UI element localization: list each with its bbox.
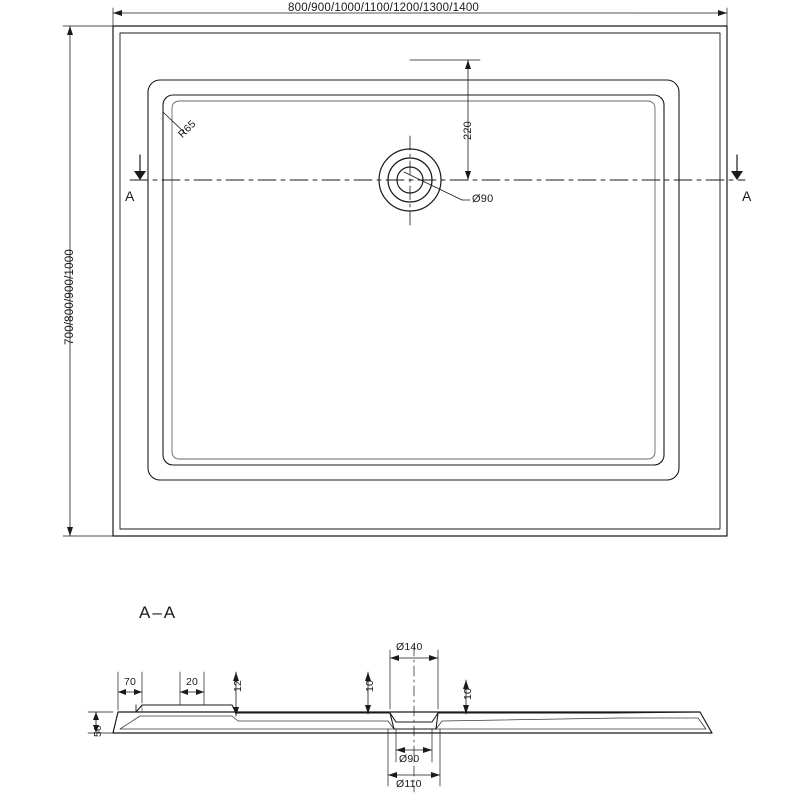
tray-basin-outer [148,80,679,480]
section-marker-right: A [742,188,752,204]
dim-arrow-90-right [423,747,432,753]
dim-arrow-220-top [465,60,471,69]
dim-50-label: 50 [92,724,104,737]
dim-arrow-140-right [429,655,438,661]
dim-arrow-220-bottom [465,171,471,180]
dim-70-label: 70 [124,676,137,688]
drain-offset-label: 220 [462,121,474,140]
dim-arrow-70-right [134,689,142,695]
dim-arrow-140-left [390,655,399,661]
tray-outer-outline [113,26,727,536]
section-arrow-right [731,171,743,180]
dia-140-label: Ø140 [396,641,423,653]
dim-12-label: 12 [232,679,244,692]
left-dimension-label: 700/800/900/1000 [64,249,76,345]
dim-arrow-20-left [180,689,188,695]
dia-110-label: Ø110 [396,778,422,790]
dim-arrow-110-right [431,772,440,778]
section-arrow-left [134,171,146,180]
tray-rim-inner-outline [120,33,720,529]
dim-10-right-label: 10 [462,687,474,700]
drain-diameter-top-label: Ø90 [472,193,494,205]
tray-basin-floor [163,95,664,465]
leader-dia90-top [404,172,462,200]
dim-10-left-label: 10 [364,679,376,692]
dim-arrow-50-top [93,712,99,720]
dim-arrow-left-bottom [67,527,73,536]
top-dimension-label: 800/900/1000/1100/1200/1300/1400 [288,2,480,14]
dim-arrow-20-right [196,689,204,695]
radius-label: R65 [176,117,199,141]
dia-90-label: Ø90 [399,753,420,765]
section-inner-top-line [118,705,700,722]
dim-arrow-top-left [113,10,122,16]
dim-20-label: 20 [186,676,199,688]
section-marker-left: A [125,188,135,204]
dim-arrow-top-right [718,10,727,16]
tray-basin-floor-inner [172,101,655,459]
dim-arrow-70-left [118,689,126,695]
section-title: A–A [139,603,178,622]
dim-arrow-left-top [67,26,73,35]
